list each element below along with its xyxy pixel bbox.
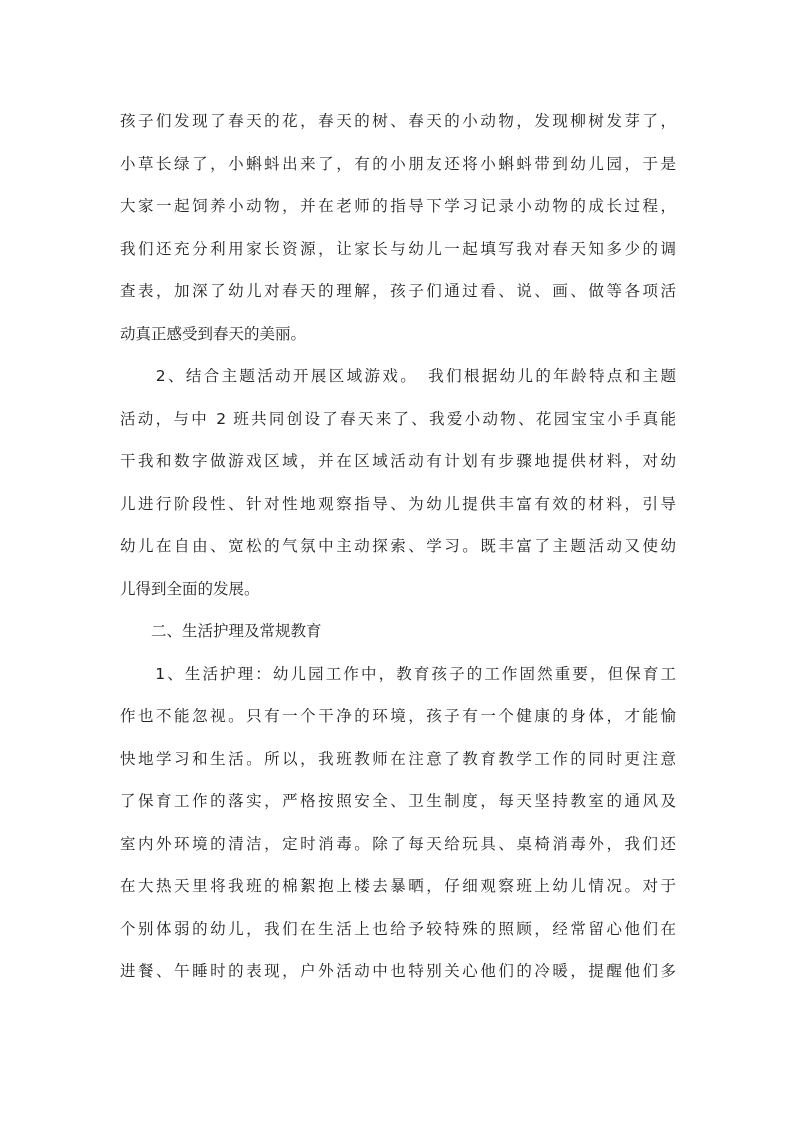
text-line: 室内外环境的清洁，定时消毒。除了每天给玩具、桌椅消毒外，我们还 xyxy=(120,834,676,853)
text-line: 儿得到全面的发展。 xyxy=(120,579,260,598)
body-text xyxy=(120,100,676,993)
text-line: 个别体弱的幼儿，我们在生活上也给予较特殊的照顾，经常留心他们在 xyxy=(120,919,676,938)
text-line: 在大热天里将我班的棉絮抱上楼去暴晒，仔细观察班上幼儿情况。对于 xyxy=(120,877,676,895)
text-line: 1、生活护理：幼儿园工作中，教育孩子的工作固然重要，但保育工 xyxy=(120,664,676,683)
text-line: 二、生活护理及常规教育 xyxy=(120,622,322,640)
text-line: 进餐、午睡时的表现，户外活动中也特别关心他们的冷暖，提醒他们多 xyxy=(120,962,676,980)
text-line: 2、结合主题活动开展区域游戏。 我们根据幼儿的年龄特点和主题 xyxy=(120,367,676,385)
text-line: 了保育工作的落实，严格按照安全、卫生制度，每天坚持教室的通风及 xyxy=(120,792,676,810)
text-line: 活动，与中 2 班共同创设了春天来了、我爱小动物、花园宝宝小手真能 xyxy=(120,409,676,428)
text-line: 快地学习和生活。所以，我班教师在注意了教育教学工作的同时更注意 xyxy=(120,749,676,768)
text-line: 孩子们发现了春天的花，春天的树、春天的小动物，发现柳树发芽了， xyxy=(120,112,676,130)
text-line: 小草长绿了，小蝌蚪出来了，有的小朋友还将小蝌蚪带到幼儿园，于是 xyxy=(120,154,676,173)
text-line: 作也不能忽视。只有一个干净的环境，孩子有一个健康的身体，才能愉 xyxy=(120,707,676,725)
text-line: 查表，加深了幼儿对春天的理解，孩子们通过看、说、画、做等各项活 xyxy=(120,282,676,300)
text-line: 幼儿在自由、宽松的气氛中主动探索、学习。既丰富了主题活动又使幼 xyxy=(120,537,676,555)
text-line: 大家一起饲养小动物，并在老师的指导下学习记录小动物的成长过程， xyxy=(120,197,676,215)
text-line: 干我和数字做游戏区域，并在区域活动有计划有步骤地提供材料，对幼 xyxy=(120,452,676,470)
text-line: 儿进行阶段性、针对性地观察指导、为幼儿提供丰富有效的材料，引导 xyxy=(120,494,676,513)
text-line: 动真正感受到春天的美丽。 xyxy=(120,324,307,343)
text-line: 我们还充分利用家长资源，让家长与幼儿一起填写我对春天知多少的调 xyxy=(120,239,676,258)
